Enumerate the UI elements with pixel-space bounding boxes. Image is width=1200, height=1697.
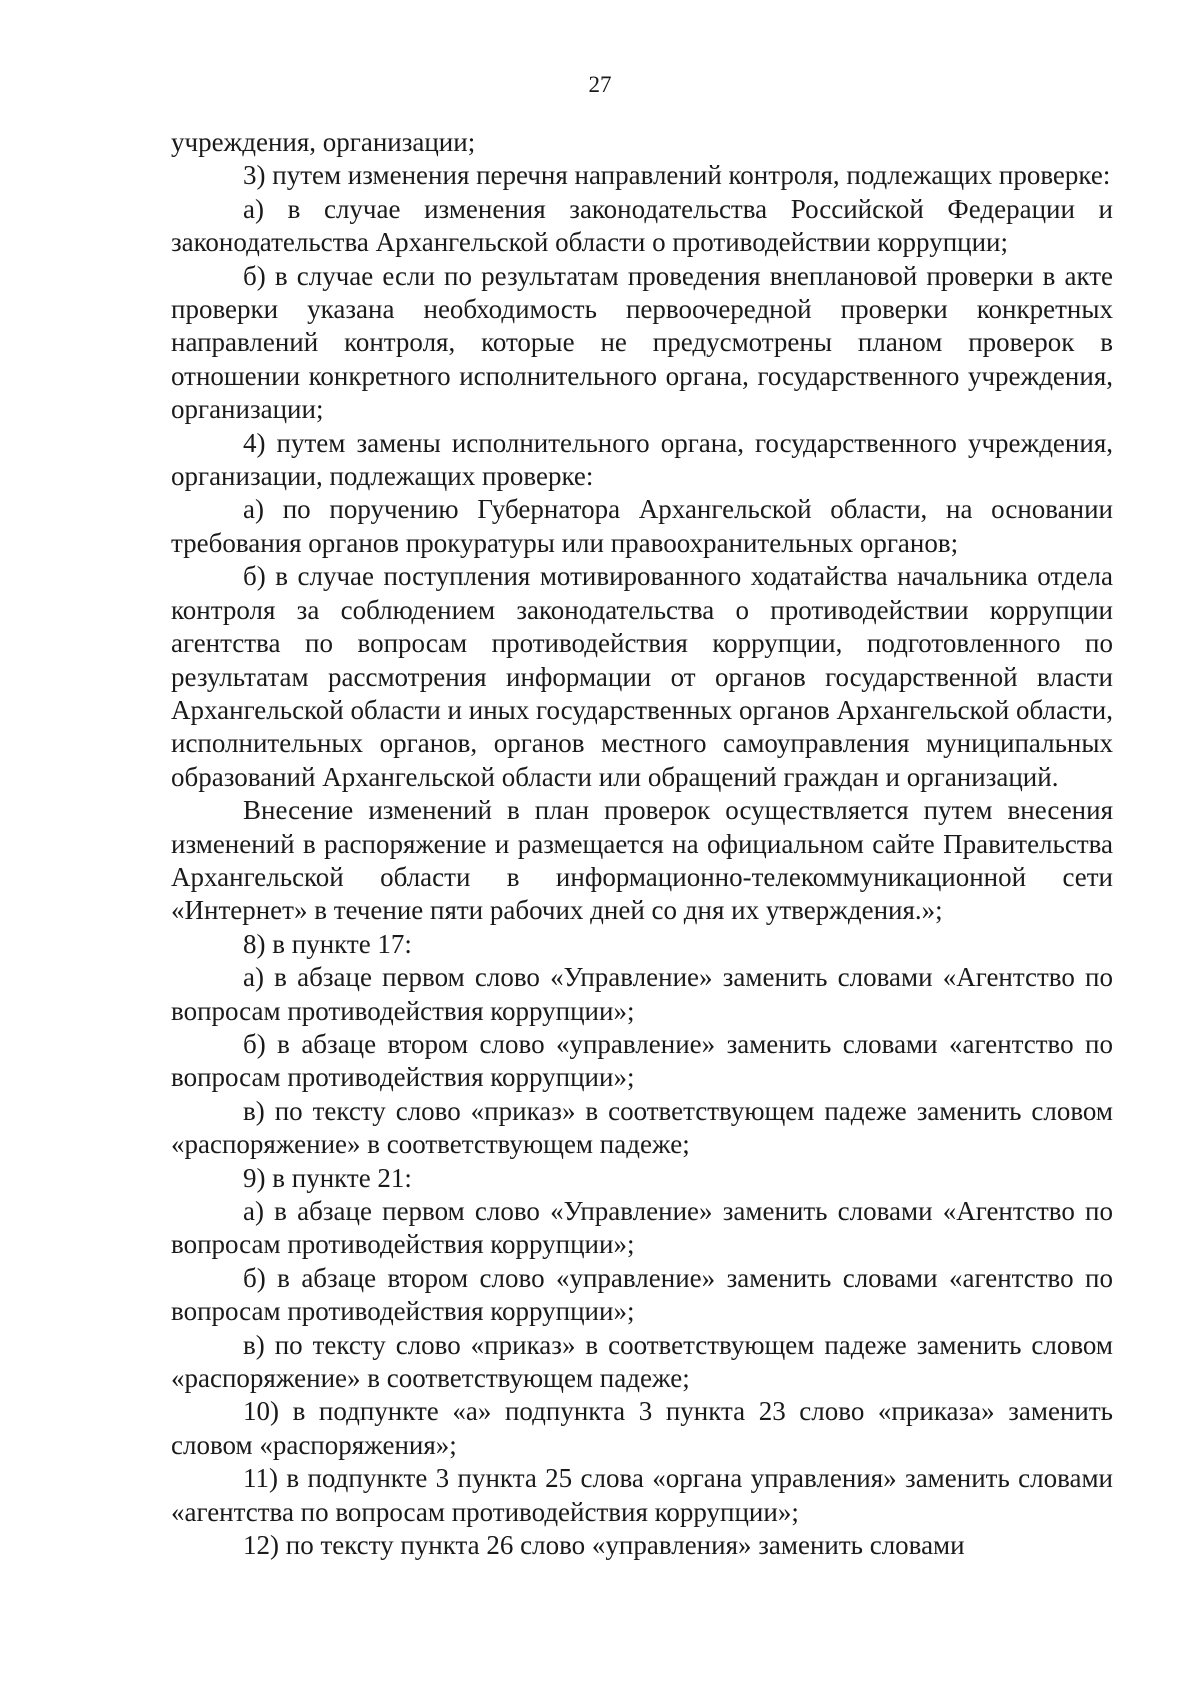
paragraph-item-3a: а) в случае изменения законодательства Российской Федерации и законодательства Архангельской области о противодействии коррупции; (171, 193, 1113, 258)
paragraph-item-8: 8) в пункте 17: (243, 928, 412, 959)
document-body (171, 126, 1113, 1562)
paragraph-item-8c: в) по тексту слово «приказ» в соответствующем падеже заменить словом «распоряжение» в соответствующем падеже; (171, 1095, 1113, 1160)
paragraph-item-9b: б) в абзаце втором слово «управление» заменить словами «агентство по вопросам противодействия коррупции»; (171, 1262, 1113, 1327)
paragraph-item-4: 4) путем замены исполнительного органа, государственного учреждения, организации, подлежащих проверке: (171, 427, 1113, 492)
paragraph-item-3b: б) в случае если по результатам проведения внеплановой проверки в акте проверки указана необходимость первоочередной проверки конкретных направлений контроля, которые не предусмотрены планом проверок в отношении конкретного исполнительного органа, государственного учреждения, организации; (171, 260, 1113, 425)
paragraph-item-3: 3) путем изменения перечня направлений контроля, подлежащих проверке: (243, 160, 1111, 191)
page-number: 27 (588, 72, 612, 97)
paragraph-item-9a: а) в абзаце первом слово «Управление» заменить словами «Агентство по вопросам противодействия коррупции»; (171, 1196, 1113, 1260)
paragraph-item-10: 10) в подпункте «а» подпункта 3 пункта 23 слово «приказа» заменить словом «распоряжения»; (171, 1396, 1113, 1460)
paragraph-item-9: 9) в пункте 21: (243, 1162, 412, 1193)
paragraph-item-4b: б) в случае поступления мотивированного ходатайства начальника отдела контроля за соблюдением законодательства о противодействии коррупции агентства по вопросам противодействия коррупции, подготовленного по результатам рассмотрения информации от органов государственной власти Архангельской области и иных государственных органов Архангельской области, исполнительных органов, органов местного самоуправления муниципальных образований Архангельской области или обращений граждан и организаций. (171, 561, 1113, 792)
paragraph-item-11: 11) в подпункте 3 пункта 25 слова «органа управления» заменить словами «агентства по вопросам противодействия коррупции»; (171, 1463, 1113, 1527)
paragraph-item-8b: б) в абзаце втором слово «управление» заменить словами «агентство по вопросам противодействия коррупции»; (171, 1028, 1113, 1093)
paragraph-item-8a: а) в абзаце первом слово «Управление» заменить словами «Агентство по вопросам противодействия коррупции»; (171, 962, 1113, 1026)
paragraph-continuation: учреждения, организации; (171, 127, 476, 157)
paragraph-amendments-note: Внесение изменений в план проверок осуществляется путем внесения изменений в распоряжение и размещается на официальном сайте Правительства Архангельской области в информационно-телекоммуникационной сети «Интернет» в течение пяти рабочих дней со дня их утверждения.»; (171, 795, 1113, 926)
paragraph-item-9c: в) по тексту слово «приказ» в соответствующем падеже заменить словом «распоряжение» в соответствующем падеже; (171, 1329, 1113, 1394)
paragraph-item-4a: а) по поручению Губернатора Архангельской области, на основании требования органов прокуратуры или правоохранительных органов; (171, 494, 1113, 558)
paragraph-item-12: 12) по тексту пункта 26 слово «управления» заменить словами (243, 1530, 965, 1561)
